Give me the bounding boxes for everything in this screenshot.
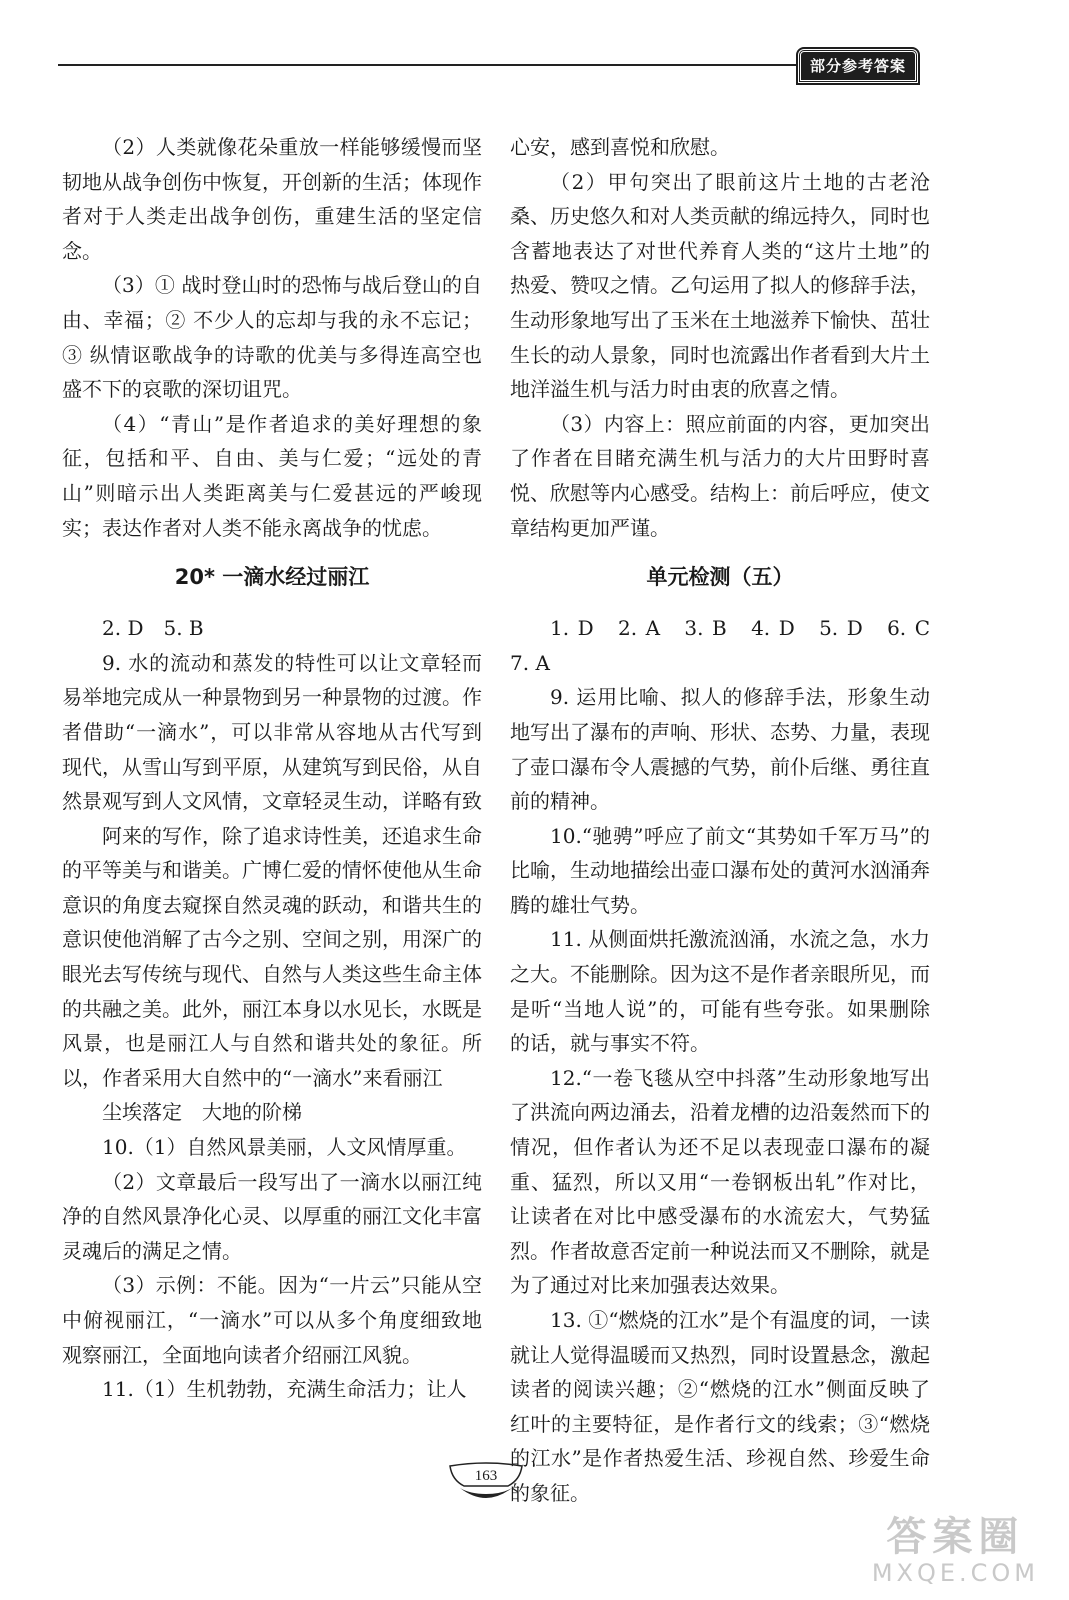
answer-paragraph: 阿来的写作，除了追求诗性美，还追求生命的平等美与和谐美。广博仁爱的情怀使他从生命意识的角度去窥探自然灵魂的跃动，和谐共生的意识使他消解了古今之别、空间之别，用深广的眼光去写传统与现代、自然与人类这些生命主体的共融之美。此外，丽江本身以水见长，水既是风景，也是丽江人与自然和谐共处的象征。所以，作者采用大自然中的“一滴水”来看丽江 <box>62 823 482 1090</box>
page-number: 163 <box>474 1468 498 1484</box>
answer-paragraph: 10.（1）自然风景美丽，人文风情厚重。 <box>102 1135 467 1160</box>
answer-paragraph: 10.“驰骋”呼应了前文“其势如千军万马”的比喻，生动地描绘出壶口瀑布处的黄河水汹涌奔腾的雄壮气势。 <box>510 823 930 917</box>
answer-paragraph: （2）甲句突出了眼前这片土地的古老沧桑、历史悠久和对人类贡献的绵远持久，同时也含蓄地表达了对世代养育人类的“这片土地”的热爱、赞叹之情。乙句运用了拟人的修辞手法，生动形象地写出了玉米在土地滋养下愉快、茁壮生长的动人景象，同时也流露出作者看到大片土地洋溢生机与活力时由衷的欣喜之情。 <box>510 169 930 402</box>
answer-paragraph: 11.（1）生机勃勃，充满生命活力；让人 <box>102 1377 467 1402</box>
answer-paragraph: （3）① 战时登山时的恐怖与战后登山的自由、幸福；② 不少人的忘却与我的永不忘记；③ 纵情讴歌战争的诗歌的优美与多得连高空也盛不下的哀歌的深切诅咒。 <box>62 273 482 402</box>
answer-paragraph: 11. 从侧面烘托激流汹涌，水流之急，水力之大。不能删除。因为这不是作者亲眼所见，而是听“当地人说”的，可能有些夸张。如果删除的话，就与事实不符。 <box>510 927 930 1056</box>
answer-paragraph: 尘埃落定 大地的阶梯 <box>102 1100 302 1125</box>
header-rule <box>58 64 798 66</box>
section-tab-label: 部分参考答案 <box>809 57 906 75</box>
answer-paragraph: （2）文章最后一段写出了一滴水以丽江纯净的自然风景净化心灵、以厚重的丽江文化丰富灵魂后的满足之情。 <box>62 1169 482 1263</box>
right-column <box>510 130 950 1511</box>
watermark-logo <box>872 1514 1039 1586</box>
section-heading: 单元检测（五） <box>646 565 794 590</box>
left-column <box>62 130 482 1407</box>
answer-paragraph: 心安，感到喜悦和欣慰。 <box>510 135 730 159</box>
page-number-badge <box>446 1462 526 1510</box>
answer-paragraph: 1. D 2. A 3. B 4. D 5. D 6. C 7. A <box>510 616 950 675</box>
watermark-title: 答案圈 <box>886 1514 1025 1560</box>
watermark-url: MXQE.COM <box>871 1559 1039 1587</box>
answer-paragraph: 2. D 5. B <box>102 616 204 641</box>
answer-paragraph: （4）“青山”是作者追求的美好理想的象征，包括和平、自由、美与仁爱；“远处的青山”则暗示出人类距离美与仁爱甚远的严峻现实；表达作者对人类不能永离战争的忧虑。 <box>62 411 482 540</box>
answer-paragraph: 9. 水的流动和蒸发的特性可以让文章轻而易举地完成从一种景物到另一种景物的过渡。作者借助“一滴水”，可以非常从容地从古代写到现代，从雪山写到平原，从建筑写到民俗，从自然景观写到人文风情，文章轻灵生动，详略有致 <box>62 650 482 814</box>
answer-paragraph: （2）人类就像花朵重放一样能够缓慢而坚韧地从战争创伤中恢复，开创新的生活；体现作者对于人类走出战争创伤，重建生活的坚定信念。 <box>62 135 482 263</box>
answer-paragraph: 9. 运用比喻、拟人的修辞手法，形象生动地写出了瀑布的声响、形状、态势、力量，表现了壶口瀑布令人震撼的气势，前仆后继、勇往直前的精神。 <box>510 685 930 814</box>
answer-paragraph: 12.“一卷飞毯从空中抖落”生动形象地写出了洪流向两边涌去，沿着龙槽的边沿轰然而下的情况，但作者认为还不足以表现壶口瀑布的凝重、猛烈，所以又用“一卷钢板出轧”作对比，让读者在对比中感受瀑布的水流宏大，气势猛烈。作者故意否定前一种说法而又不删除，就是为了通过对比来加强表达效果。 <box>510 1065 930 1298</box>
answer-paragraph: （3）示例：不能。因为“一片云”只能从空中俯视丽江，“一滴水”可以从多个角度细致地观察丽江，全面地向读者介绍丽江风貌。 <box>62 1273 482 1367</box>
answer-paragraph: 13. ①“燃烧的江水”是个有温度的词，一读就让人觉得温暖而又热烈，同时设置悬念，激起读者的阅读兴趣；②“燃烧的江水”侧面反映了红叶的主要特征，是作者行文的线索；③“燃烧的江水”是作者热爱生活、珍视自然、珍爱生命的象征。 <box>510 1308 930 1505</box>
answer-paragraph: （3）内容上：照应前面的内容，更加突出了作者在目睹充满生机与活力的大片田野时喜悦、欣慰等内心感受。结构上：前后呼应，使文章结构更加严谨。 <box>510 411 930 540</box>
section-heading: 20* 一滴水经过丽江 <box>174 565 370 590</box>
section-tab <box>798 49 918 83</box>
